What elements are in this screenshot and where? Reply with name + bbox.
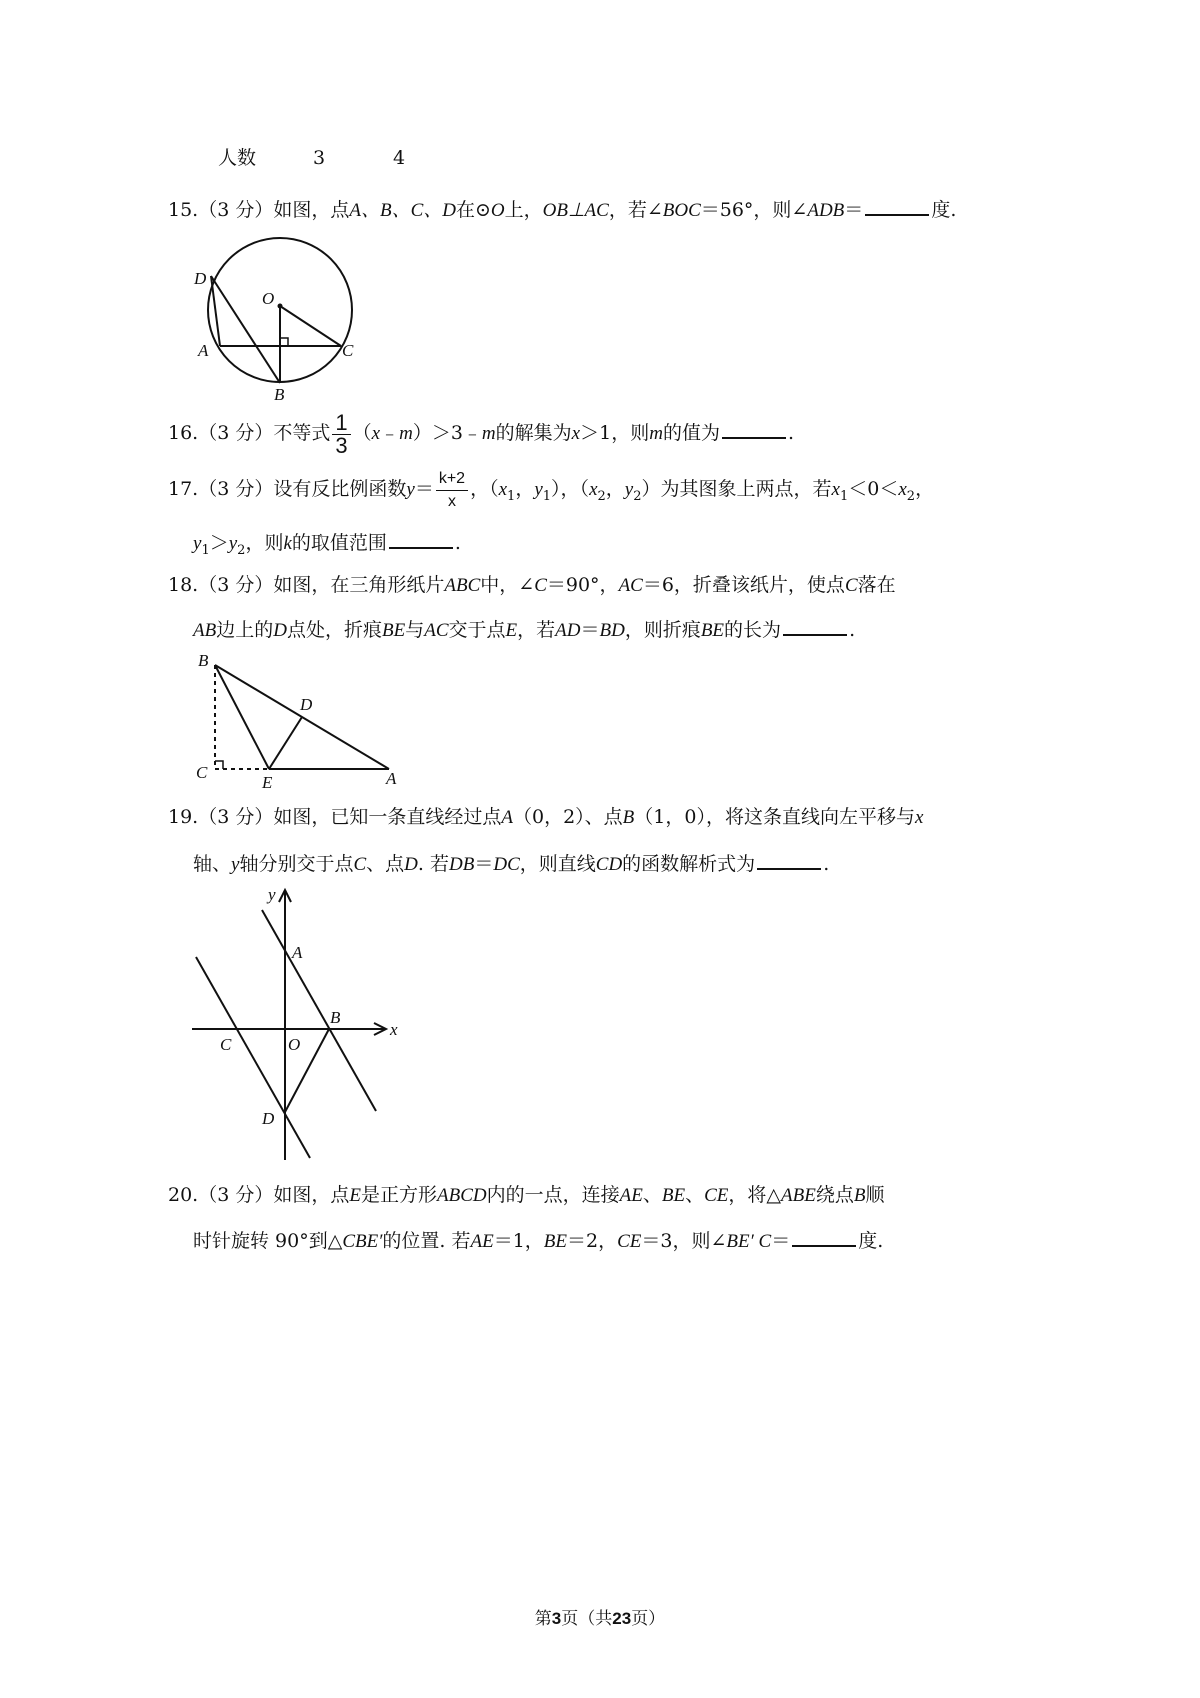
line-cd	[196, 957, 310, 1158]
svg-text:B: B	[198, 651, 209, 670]
question-16: 16.（3 分）不等式 $\frac{1}{3}$ （x﹣m）＞3﹣m的解集为x＞1，则m的值为 .	[168, 409, 794, 458]
figure-18-triangle	[190, 650, 410, 790]
answer-blank	[792, 1227, 856, 1247]
question-15: 15.（3 分）如图，点A、B、C、D在⊙O上，OB⊥AC，若∠BOC＝56°，则∠ADB＝ 度.	[168, 196, 956, 223]
svg-text:O: O	[262, 289, 275, 308]
question-20: 20.（3 分）如图，点E是正方形ABCD内的一点，连接AE、BE、CE，将△ABE绕点B顺	[168, 1184, 885, 1206]
question-17-line2: $y_1>y_2$，则k的取值范围 .	[193, 529, 461, 563]
table-row-label: 人数	[218, 147, 257, 169]
svg-text:C: C	[342, 341, 354, 360]
svg-text:C: C	[196, 763, 208, 782]
svg-text:x: x	[390, 1020, 398, 1039]
svg-text:O: O	[288, 1035, 301, 1054]
question-18-line2: AB边上的D点处，折痕BE与AC交于点E，若AD＝BD，则折痕BE的长为 .	[193, 616, 855, 643]
segment-oc	[280, 306, 341, 346]
svg-text:A: A	[198, 341, 209, 360]
table-cell-2: 4	[393, 147, 406, 169]
question-18: 18.（3 分）如图，在三角形纸片ABC中，∠C＝90°，AC＝6，折叠该纸片，使点C落在	[168, 574, 896, 596]
page-footer: 第3页（共23页）	[534, 1609, 666, 1629]
table-cell-1: 3	[313, 147, 326, 169]
table-row	[218, 146, 256, 170]
svg-text:C: C	[220, 1035, 232, 1054]
svg-text:y: y	[268, 885, 276, 904]
right-angle-mark	[215, 761, 223, 769]
total-pages: 23	[612, 1609, 632, 1628]
figure-15-circle	[190, 228, 370, 406]
question-20-line2: 时针旋转 90°到△CBE′的位置. 若AE＝1，BE＝2，CE＝3，则∠BE′ C＝ 度.	[193, 1227, 883, 1254]
segment-ed	[269, 717, 302, 769]
question-19-line2: 轴、y轴分别交于点C、点D. 若DB＝DC，则直线CD的函数解析式为 .	[193, 850, 829, 877]
svg-text:B: B	[274, 385, 285, 404]
fraction-one-third: $\frac{1}{3}$	[332, 412, 350, 457]
svg-text:D: D	[262, 1109, 275, 1128]
svg-text:A: A	[292, 943, 303, 962]
right-angle-mark	[280, 338, 288, 346]
answer-blank	[757, 850, 821, 870]
page-number: 3	[551, 1609, 562, 1628]
svg-text:D: D	[300, 695, 313, 714]
answer-blank	[389, 529, 453, 549]
question-19: 19.（3 分）如图，已知一条直线经过点A（0，2）、点B（1，0），将这条直线向左平移与x	[168, 806, 924, 828]
center-dot	[278, 304, 283, 309]
answer-blank	[722, 419, 786, 439]
svg-text:B: B	[330, 1008, 341, 1027]
svg-text:D: D	[194, 269, 207, 288]
answer-blank	[783, 616, 847, 636]
figure-19-coordinate-plane	[180, 880, 420, 1170]
svg-text:E: E	[262, 773, 273, 790]
line-ab	[262, 910, 376, 1111]
question-17: 17.（3 分）设有反比例函数y＝ $\frac{k+2}{x}$ ，（$x_1$，$y_1$），（$x_2$，$y_2$）为其图象上两点，若$x_1<0<x_2$，	[168, 464, 934, 522]
svg-text:A: A	[386, 769, 397, 788]
answer-blank	[865, 196, 929, 216]
fraction-k-over-x: $\frac{k+2}{x}$	[436, 468, 468, 513]
